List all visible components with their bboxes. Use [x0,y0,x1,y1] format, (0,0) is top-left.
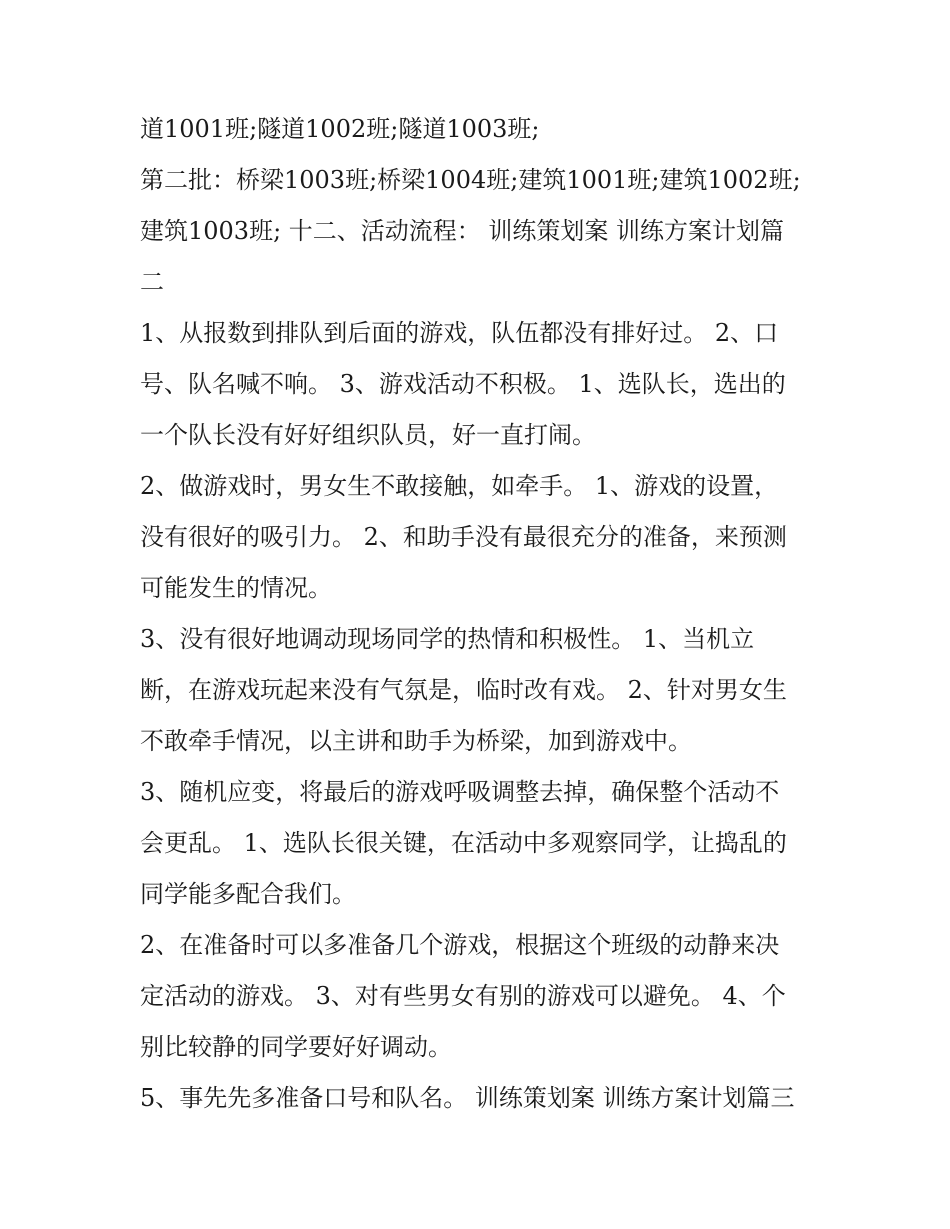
text-line-13: 不敢牵手情况，以主讲和助手为桥梁，加到游戏中。 [140,727,692,755]
text-line-2: 第二批：桥梁1003班;桥梁1004班;建筑1001班;建筑1002班; [140,166,801,194]
text-line-20: 5、事先先多准备口号和队名。 训练策划案 训练方案计划篇三 [140,1084,795,1112]
text-line-11: 3、没有很好地调动现场同学的热情和积极性。 1、当机立 [140,625,755,653]
document-body [140,104,830,1124]
text-line-15: 会更乱。 1、选队长很关键，在活动中多观察同学，让捣乱的 [140,829,787,857]
text-line-19: 别比较静的同学要好好调动。 [140,1033,452,1061]
text-line-5: 1、从报数到排队到后面的游戏，队伍都没有排好过。 2、口 [140,319,779,347]
text-line-3: 建筑1003班; 十二、活动流程： 训练策划案 训练方案计划篇 [140,217,785,245]
text-line-7: 一个队长没有好好组织队员，好一直打闹。 [140,421,596,449]
text-line-8: 2、做游戏时，男女生不敢接触，如牵手。 1、游戏的设置， [140,472,779,500]
text-line-4: 二 [140,268,164,296]
text-line-6: 号、队名喊不响。 3、游戏活动不积极。 1、选队长，选出的 [140,370,786,398]
text-line-14: 3、随机应变，将最后的游戏呼吸调整去掉，确保整个活动不 [140,778,780,806]
text-line-18: 定活动的游戏。 3、对有些男女有别的游戏可以避免。 4、个 [140,982,786,1010]
text-line-9: 没有很好的吸引力。 2、和助手没有最很充分的准备，来预测 [140,523,787,551]
text-line-17: 2、在准备时可以多准备几个游戏，根据这个班级的动静来决 [140,931,780,959]
text-line-16: 同学能多配合我们。 [140,880,356,908]
text-line-10: 可能发生的情况。 [140,574,332,602]
text-line-12: 断，在游戏玩起来没有气氛是，临时改有戏。 2、针对男女生 [140,676,787,704]
text-line-1: 道1001班;隧道1002班;隧道1003班; [140,115,540,143]
